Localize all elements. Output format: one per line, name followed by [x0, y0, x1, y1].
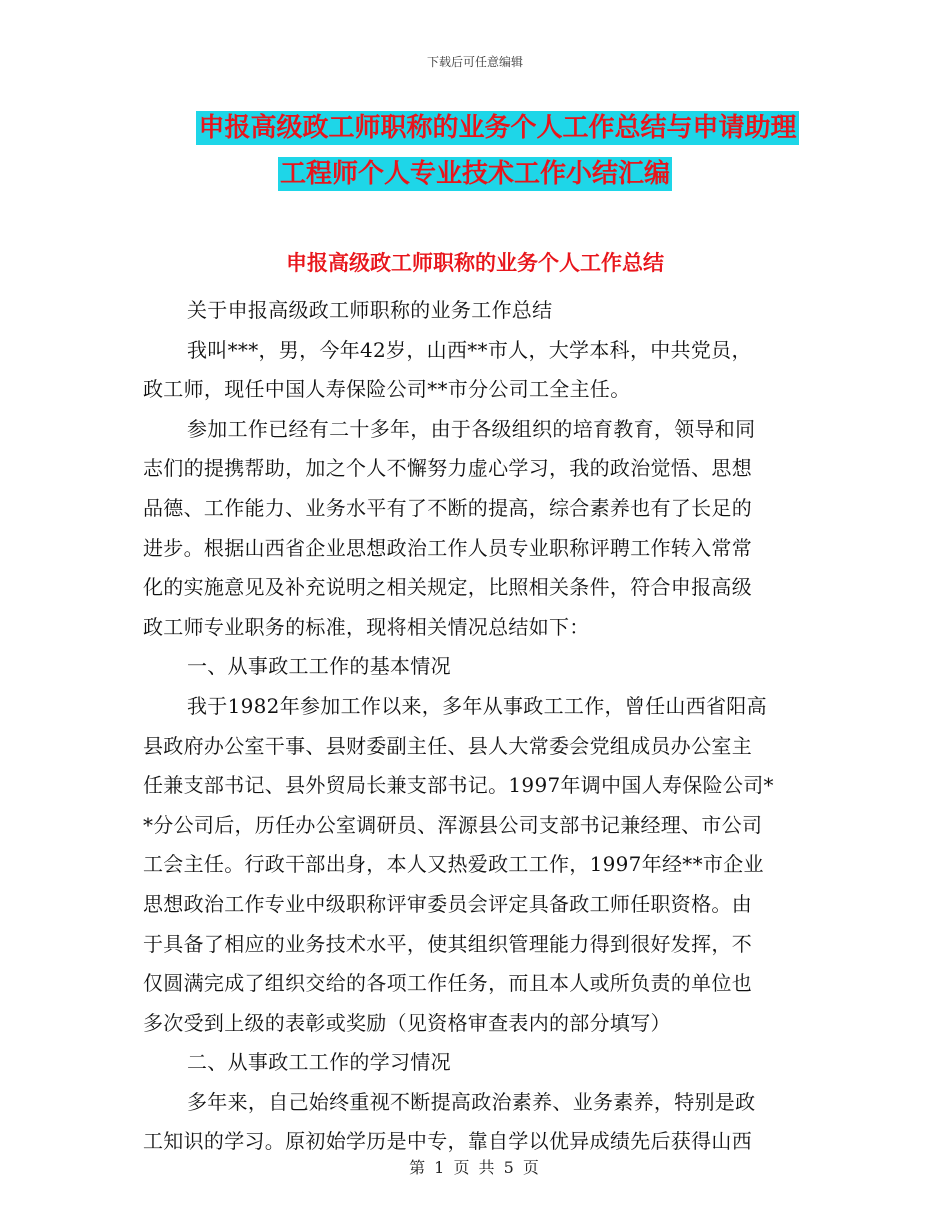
body-line: 于具备了相应的业务技术水平，使其组织管理能力得到很好发挥，不: [143, 931, 752, 956]
body-line: 关于申报高级政工师职称的业务工作总结: [187, 298, 553, 322]
document-body: [143, 291, 808, 1162]
section-title: 申报高级政工师职称的业务个人工作总结: [286, 251, 664, 275]
page-number-footer: 第 1 页 共 5 页: [409, 1158, 541, 1177]
document-title-line-2-text: 工程师个人专业技术工作小结汇编: [279, 159, 670, 189]
body-line: 政工师，现任中国人寿保险公司**市分公司工全主任。: [143, 377, 631, 402]
body-line: 进步。根据山西省企业思想政治工作人员专业职称评聘工作转入常常: [143, 535, 752, 560]
body-line: *分公司后，历任办公室调研员、浑源县公司支部书记兼经理、市公司: [143, 812, 763, 837]
body-line: 化的实施意见及补充说明之相关规定，比照相关条件，符合申报高级: [143, 575, 752, 600]
body-line: 仅圆满完成了组织交给的各项工作任务，而且本人或所负责的单位也: [143, 971, 752, 996]
body-line: 政工师专业职务的标准，现将相关情况总结如下：: [143, 614, 590, 639]
document-title-line-2: [0, 157, 950, 191]
body-line: 一、从事政工工作的基本情况: [187, 654, 451, 679]
body-line: 思想政治工作专业中级职称评审委员会评定具备政工师任职资格。由: [143, 891, 752, 916]
body-line: 品德、工作能力、业务水平有了不断的提高，综合素养也有了长足的: [143, 495, 752, 520]
body-line: 我叫***，男，今年42岁，山西**市人，大学本科，中共党员，: [187, 337, 752, 362]
body-line: 参加工作已经有二十多年，由于各级组织的培育教育，领导和同: [187, 416, 756, 441]
page-header-note: 下载后可任意编辑: [426, 55, 523, 69]
body-line: 多年来，自己始终重视不断提高政治素养、业务素养，特别是政: [187, 1089, 756, 1114]
document-title-line-1-text: 申报高级政工师职称的业务个人工作总结与申请助理: [198, 113, 797, 143]
body-line: 我于1982年参加工作以来，多年从事政工工作，曾任山西省阳高: [187, 693, 767, 718]
body-line: 工会主任。行政干部出身，本人又热爱政工工作，1997年经**市企业: [143, 852, 764, 877]
body-line: 县政府办公室干事、县财委副主任、县人大常委会党组成员办公室主: [143, 733, 752, 758]
body-line: 工知识的学习。原初始学历是中专，靠自学以优异成绩先后获得山西: [143, 1129, 752, 1154]
body-line: 任兼支部书记、县外贸局长兼支部书记。1997年调中国人寿保险公司*: [143, 773, 774, 798]
body-line: 多次受到上级的表彰或奖励（见资格审查表内的部分填写）: [143, 1010, 671, 1035]
document-title-line-1: [0, 111, 950, 145]
body-line: 志们的提携帮助，加之个人不懈努力虚心学习，我的政治觉悟、思想: [143, 456, 752, 481]
body-line: 二、从事政工工作的学习情况: [187, 1050, 451, 1075]
